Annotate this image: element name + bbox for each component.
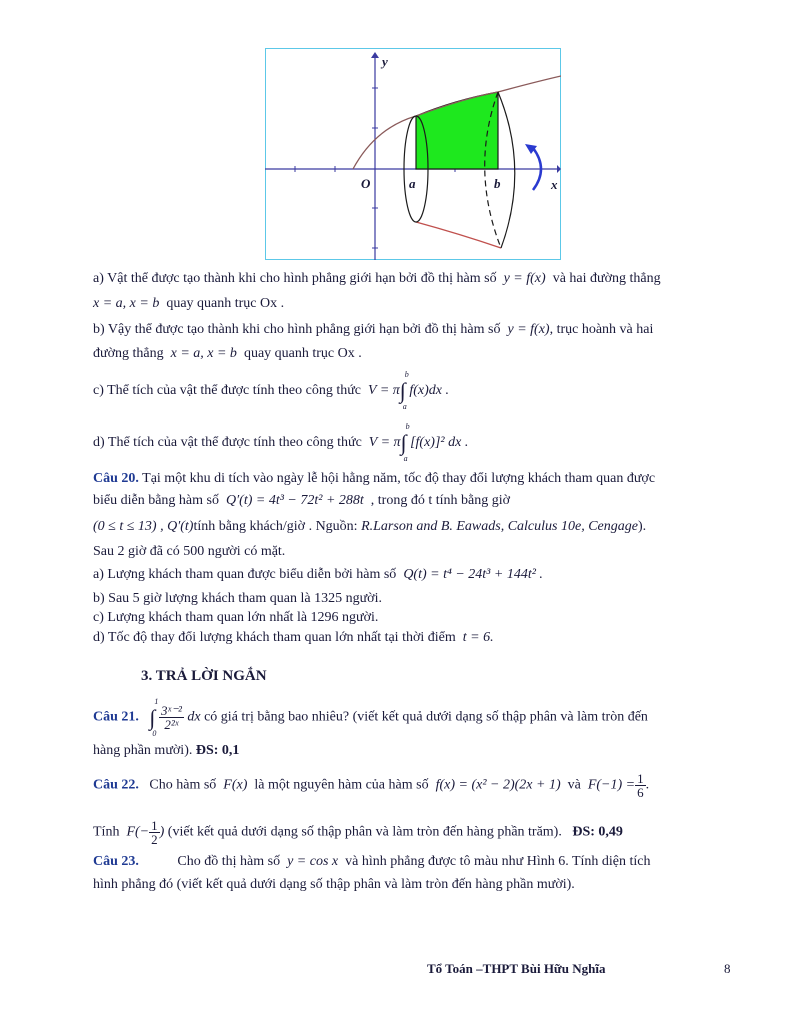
q19-option-b-line2: đường thẳng x = a, x = b quay quanh trục Ox .	[93, 346, 362, 361]
q19-option-c: c) Thể tích của vật thể được tính theo công thức V = π∫ b a f(x)dx .	[93, 370, 449, 411]
section-heading: 3. TRẢ LỜI NGẮN	[141, 668, 267, 684]
q20-line1: Câu 20. Tại một khu di tích vào ngày lễ hội hằng năm, tốc độ thay đổi lượng khách tham quan được	[93, 471, 656, 486]
y-axis-label: y	[382, 54, 388, 69]
x-axis-label: x	[551, 177, 558, 192]
integral-sign: ∫ 1 0	[149, 696, 159, 738]
b-label: b	[494, 176, 501, 191]
solid-of-revolution-figure	[265, 48, 561, 260]
q19-option-b-line1: b) Vậy thể được tạo thành khi cho hình phẳng giới hạn bởi đồ thị hàm số y = f(x), trục hoành và hai	[93, 322, 654, 337]
q22-line1: Câu 22. Cho hàm số F(x) là một nguyên hàm của hàm số f(x) = (x² − 2)(2x + 1) và F(−1) = $\frac{1}{6}$ .	[93, 771, 650, 800]
q23-line2: hình phẳng đó (viết kết quả dưới dạng số thập phân và làm tròn đến hàng phần mười).	[93, 877, 575, 892]
q20-option-b: b) Sau 5 giờ lượng khách tham quan là 1325 người.	[93, 591, 382, 606]
origin-label: O	[361, 176, 371, 191]
q23-line1: Câu 23. Cho đồ thị hàm số y = cos x và hình phẳng được tô màu như Hình 6. Tính diện tích	[93, 854, 651, 869]
q20-line3: (0 ≤ t ≤ 13) , Q′(t)tính bằng khách/giờ . Nguồn: R.Larson and B. Eawads, Calculus 10e, Cengage).	[93, 519, 647, 534]
q21-fraction: $\frac{\text{3ˣ⁻²}}{\text{2²ˣ}}$	[160, 703, 182, 732]
page-number: 8	[724, 961, 731, 976]
q19-option-a-line1: a) Vật thể được tạo thành khi cho hình phẳng giới hạn bởi đồ thị hàm số y = f(x) và hai đường thẳng	[93, 271, 661, 286]
q20-option-a: a) Lượng khách tham quan được biểu diễn bởi hàm số Q(t) = t⁴ − 24t³ + 144t² .	[93, 567, 543, 582]
a-label: a	[409, 176, 416, 191]
q22-line2: Tính F(− $\frac{1}{2}$ ) (viết kết quả dưới dạng số thập phân và làm tròn đến hàng phần trăm). ĐS: 0,49	[93, 818, 623, 847]
q21-line1: Câu 21. ∫ 1 0 $\frac{\text{3ˣ⁻²}}{\text{2²ˣ}}$ dx có giá trị bằng bao nhiêu? (viết kết quả dưới dạng số thập phân và làm tròn đến	[93, 696, 648, 738]
figure-svg	[265, 48, 561, 260]
q20-option-c: c) Lượng khách tham quan lớn nhất là 1296 người.	[93, 610, 379, 625]
q20-option-d: d) Tốc độ thay đổi lượng khách tham quan lớn nhất tại thời điểm t = 6.	[93, 630, 494, 645]
q20-line2: biểu diễn bằng hàm số Q′(t) = 4t³ − 72t² + 288t , trong đó t tính bằng giờ	[93, 493, 511, 508]
q19-option-a-line2: x = a, x = b quay quanh trục Ox .	[93, 296, 285, 311]
q21-line2: hàng phần mười). ĐS: 0,1	[93, 743, 240, 758]
q19-option-d: d) Thể tích của vật thể được tính theo công thức V = π∫ b a [f(x)]² dx .	[93, 422, 469, 463]
q20-line4: Sau 2 giờ đã có 500 người có mặt.	[93, 544, 286, 559]
footer-text: Tổ Toán –THPT Bùi Hữu Nghĩa	[427, 961, 606, 976]
